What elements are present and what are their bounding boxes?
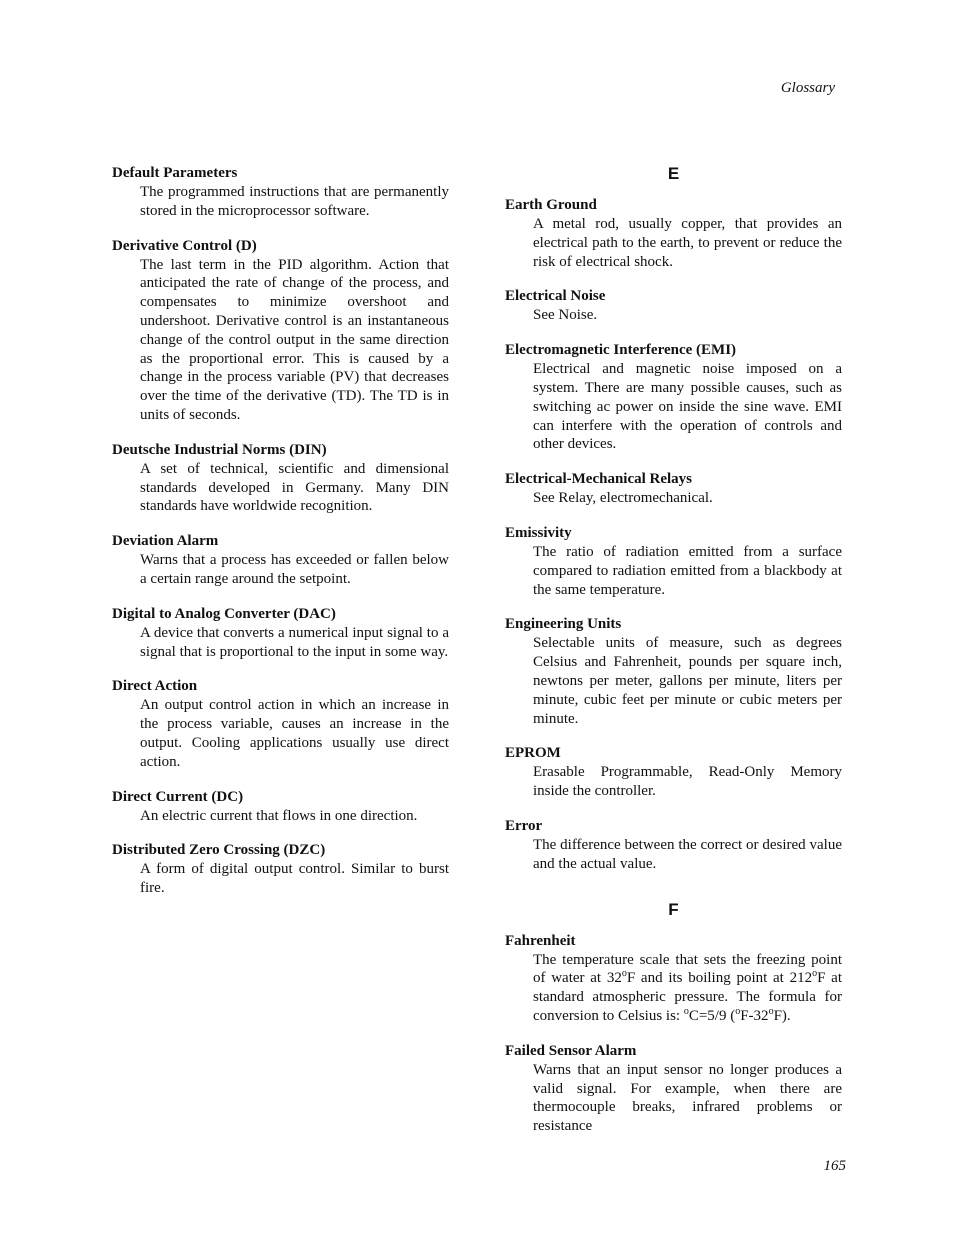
glossary-entry [505,1042,842,1136]
glossary-definition: The last term in the PID algorithm. Action that anticipated the rate of change of the process, and compensates to minimize overshoot and undershoot. Derivative control is an instantaneous change of the control output in the same direction as the proportional error. This is caused by a change in the process variable (PV) that decreases over the time of the derivative (TD). The TD is in units of seconds. [140,256,449,423]
degree-symbol: o [768,1005,774,1017]
definition-text: F at standard atmospheric pressure. The formula for conversion to Celsius is: [533,970,842,1024]
glossary-entry [112,605,449,662]
glossary-entry [505,744,842,801]
glossary-term: Default Parameters [112,165,238,181]
glossary-definition: Electrical and magnetic noise imposed on a system. There are many possible causes, such as switching ac power on inside the sine wave. EMI can interfere with the operation of controls and other devices. [533,361,842,453]
glossary-definition: Warns that a process has exceeded or fallen below a certain range around the setpoint. [140,552,449,587]
glossary-entry [112,164,449,221]
glossary-definition: A set of technical, scientific and dimensional standards developed in Germany. Many DIN standards have worldwide recognition. [140,460,449,515]
glossary-definition [533,951,842,1026]
glossary-definition: Erasable Programmable, Read-Only Memory inside the controller. [533,764,842,800]
glossary-entry [112,237,449,425]
glossary-term: Electromagnetic Interference (EMI) [505,342,737,359]
glossary-definition: The ratio of radiation emitted from a surface compared to radiation emitted from a blackbody at the same temperature. [533,543,842,598]
glossary-entry [112,677,449,771]
glossary-term: Fahrenheit [505,932,576,949]
glossary-term: Electrical-Mechanical Relays [505,471,693,488]
glossary-definition: An output control action in which an increase in the process variable, causes an increase in the output. Cooling applications usually use direct action. [140,697,449,770]
glossary-entry [505,287,842,325]
glossary-entry [505,524,842,599]
glossary-definition: See Noise. [533,307,598,324]
glossary-term: Deutsche Industrial Norms (DIN) [112,441,327,458]
definition-text: C=5/9 ( [688,1007,736,1024]
page-number: 165 [823,1158,846,1174]
glossary-entry [112,441,449,516]
glossary-definition: The programmed instructions that are permanently stored in the microprocessor software. [140,184,449,219]
degree-symbol: o [735,1005,741,1017]
degree-symbol: o [621,968,627,980]
definition-text: F). [773,1007,791,1024]
glossary-term: Electrical Noise [505,288,606,305]
glossary-definition: Selectable units of measure, such as degrees Celsius and Fahrenheit, pounds per square inch, newtons per meter, gallons per minute, liters per minute, cubic feet per minute or cubic meters per minute. [533,635,842,727]
glossary-term: Earth Ground [505,197,597,213]
glossary-definition: Warns that an input sensor no longer produces a valid signal. For example, when there are thermocouple breaks, infrared problems or resistance [533,1061,842,1135]
glossary-entry [112,788,449,826]
glossary-term: Distributed Zero Crossing (DZC) [112,842,326,859]
definition-text: F and its boiling point at 212 [626,970,813,987]
glossary-entry [505,341,842,454]
definition-text: F-32 [740,1007,769,1024]
glossary-entry [112,841,449,898]
degree-symbol: o [812,968,818,980]
section-heading-e: E [667,164,680,183]
glossary-entry [505,615,842,728]
glossary-entry [505,817,842,874]
glossary-definition: The difference between the correct or desired value and the actual value. [533,836,842,872]
right-column [505,164,842,1152]
glossary-definition: A metal rod, usually copper, that provides an electrical path to the earth, to prevent or reduce the risk of electrical shock. [533,216,842,270]
glossary-definition: An electric current that flows in one direction. [140,807,418,824]
section-heading-f: F [668,899,679,919]
glossary-definition: See Relay, electromechanical. [533,490,713,507]
running-head: Glossary [780,80,835,96]
glossary-term: Direct Action [112,678,198,695]
glossary-entry [505,196,842,271]
glossary-term: Engineering Units [505,616,622,633]
glossary-term: Digital to Analog Converter (DAC) [112,605,336,622]
left-column [112,164,449,914]
glossary-definition: A form of digital output control. Similar to burst fire. [140,861,449,897]
glossary-entry [505,470,842,508]
glossary-term: Error [505,817,543,834]
glossary-definition: A device that converts a numerical input signal to a signal that is proportional to the input in some way. [140,624,449,660]
glossary-term: Direct Current (DC) [112,788,244,805]
glossary-term: EPROM [505,745,561,762]
degree-symbol: o [683,1005,689,1017]
glossary-term: Derivative Control (D) [112,237,257,254]
definition-text: The temperature scale that sets the freezing point of water at 32 [533,951,842,987]
glossary-term: Emissivity [505,524,572,541]
glossary-term: Failed Sensor Alarm [505,1042,637,1059]
glossary-term: Deviation Alarm [112,533,219,550]
glossary-entry [112,532,449,589]
glossary-entry [505,932,842,1026]
